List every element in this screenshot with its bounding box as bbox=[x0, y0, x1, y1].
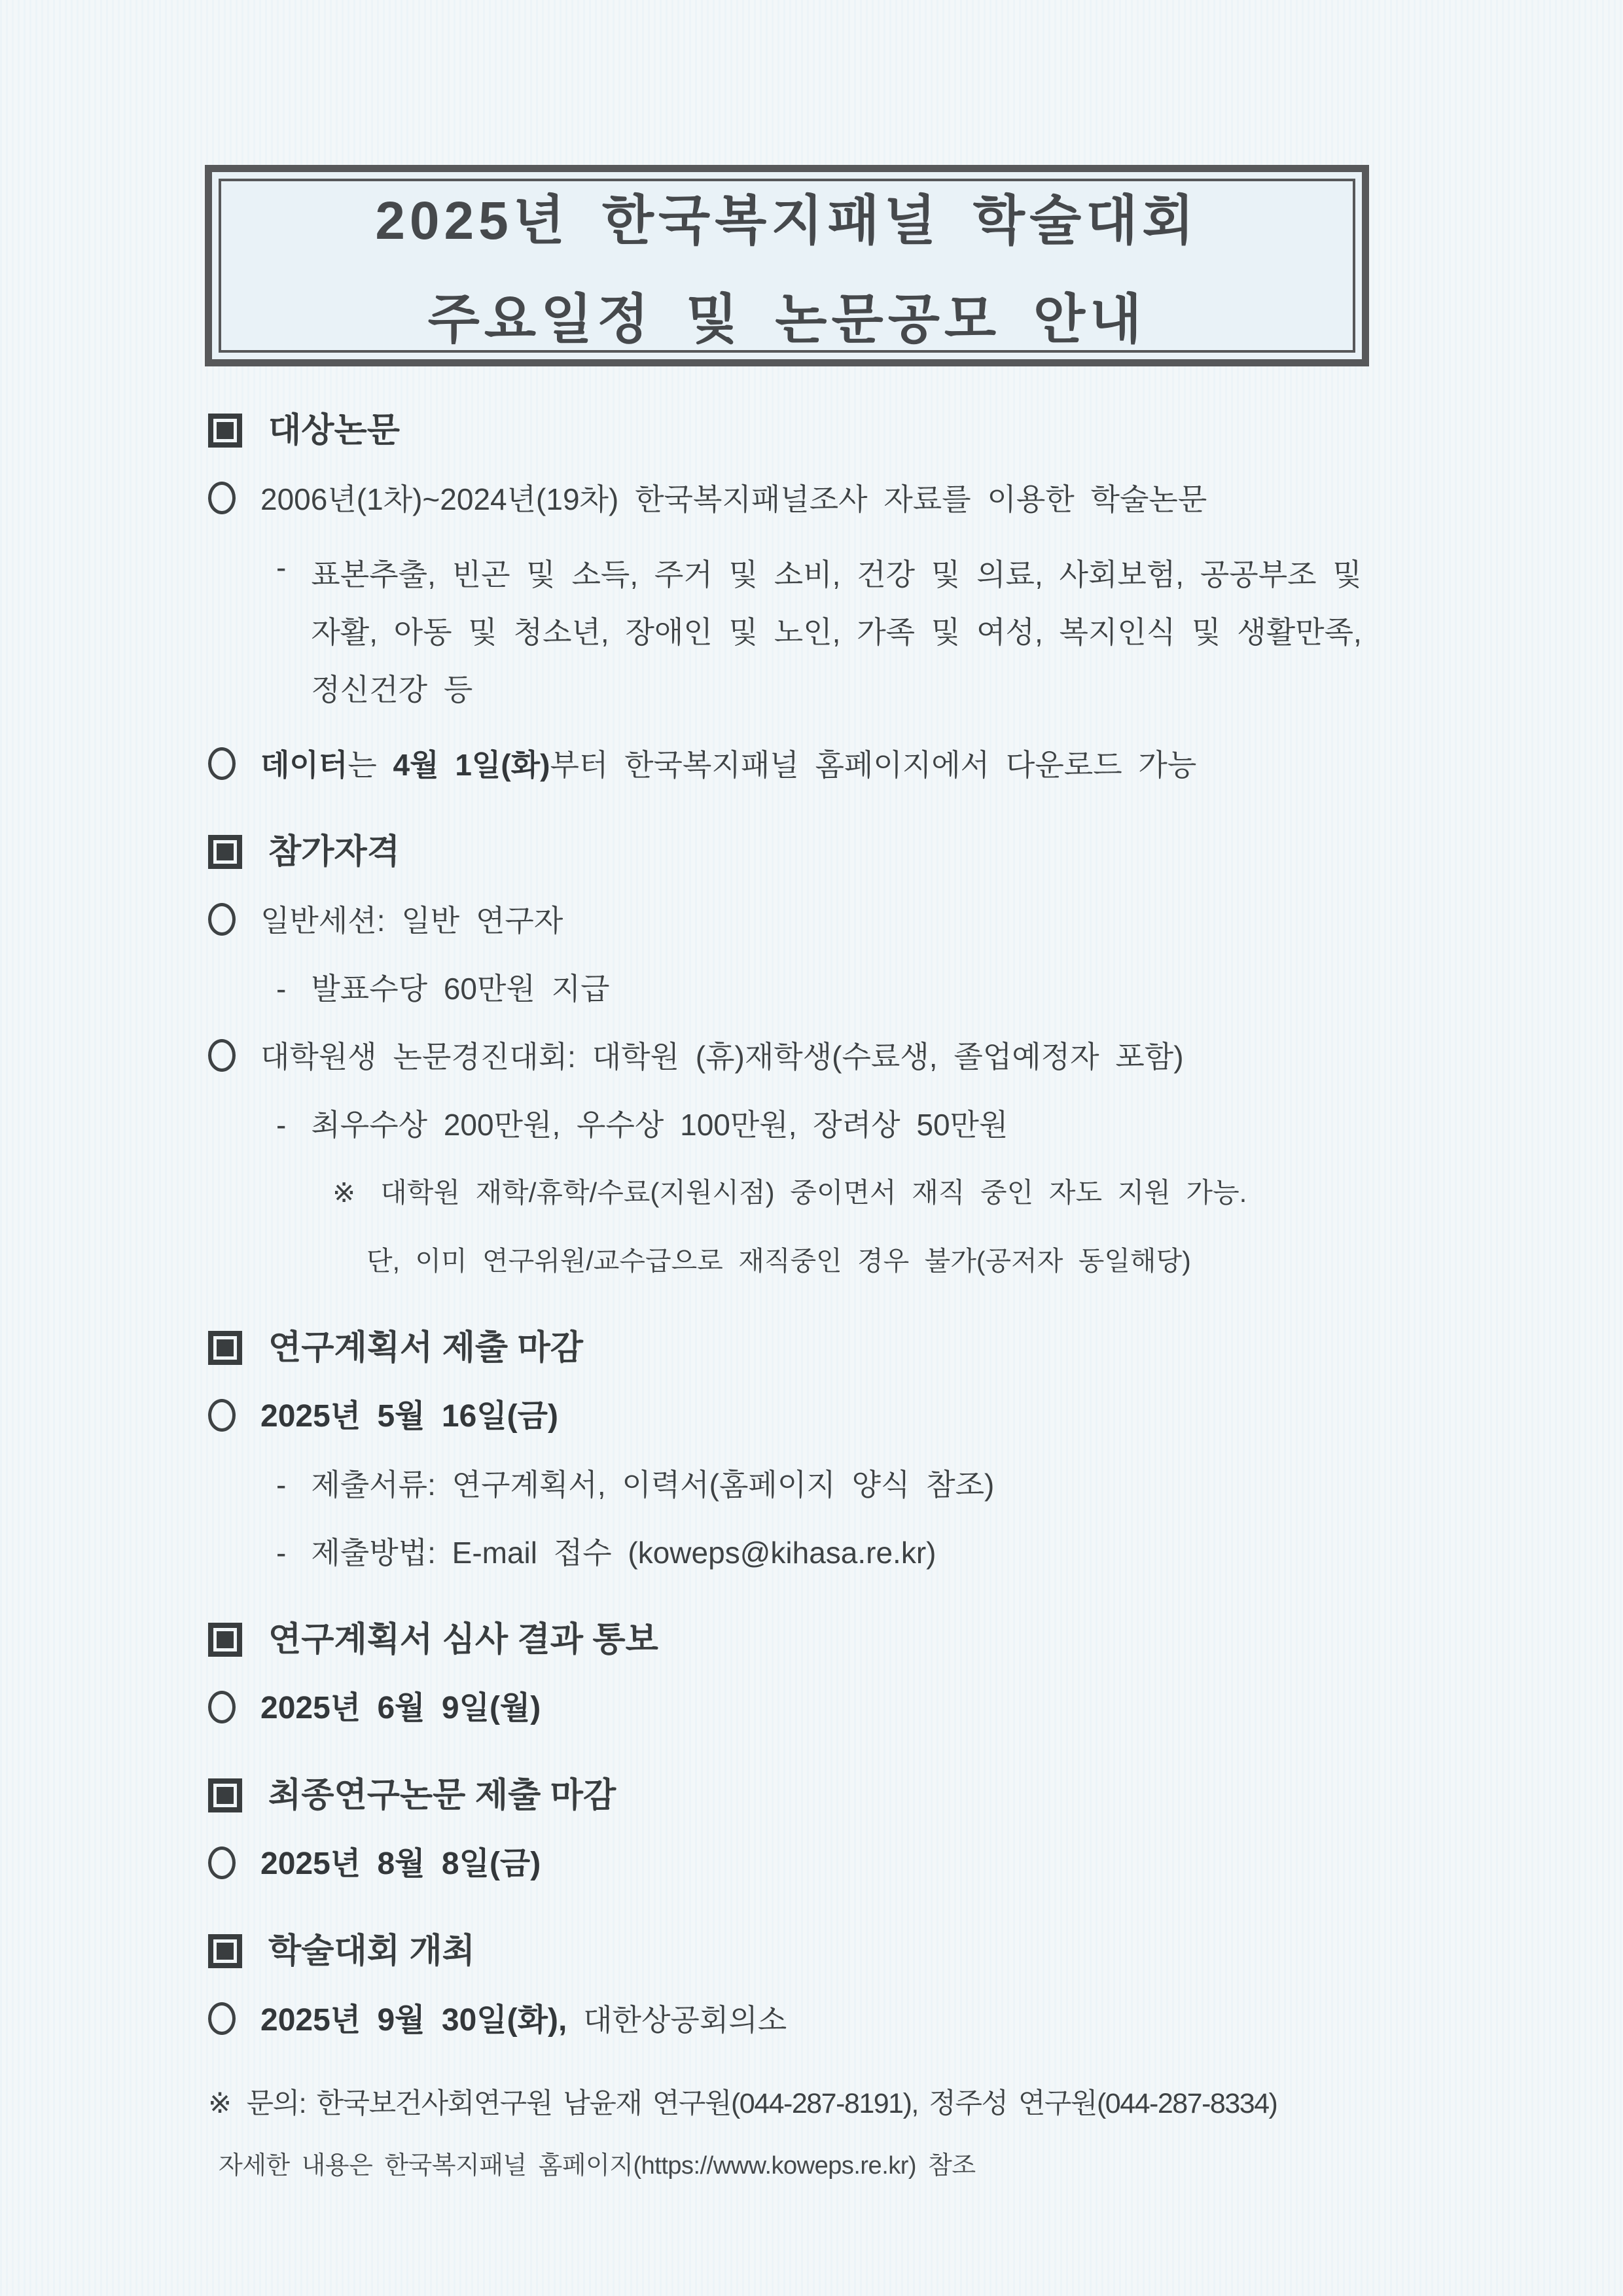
footer-contact-text: 문의: 한국보건사회연구원 남윤재 연구원(044-287-8191), 정주성 연구원(044-287-8334) bbox=[246, 2088, 1277, 2119]
section-heading-label: 참가자격 bbox=[268, 833, 400, 871]
list-item bbox=[208, 899, 1432, 942]
text-run-bold: 4월 1일(화) bbox=[393, 748, 550, 782]
circle-bullet-icon bbox=[208, 1399, 236, 1432]
item-text: 대학원생 논문경진대회: 대학원 (휴)재학생(수료생, 졸업예정자 포함) bbox=[260, 1040, 1184, 1074]
footer-contact-line bbox=[208, 2084, 1432, 2123]
list-item-date bbox=[208, 1395, 1432, 1438]
list-item-note-continuation bbox=[208, 1239, 1432, 1282]
list-item-date-venue bbox=[208, 1998, 1432, 2042]
reference-mark-icon: ※ bbox=[332, 1177, 356, 1208]
list-item bbox=[208, 743, 1432, 786]
item-text: 최우수상 200만원, 우수상 100만원, 장려상 50만원 bbox=[311, 1108, 1008, 1142]
section-heading-label: 최종연구논문 제출 마감 bbox=[268, 1776, 616, 1814]
item-text: 단, 이미 연구위원/교수급으로 재직중인 경우 불가(공저자 동일해당) bbox=[366, 1246, 1191, 1276]
section-heading-label: 연구계획서 심사 결과 통보 bbox=[268, 1621, 658, 1659]
item-text: 일반세션: 일반 연구자 bbox=[260, 904, 563, 938]
circle-bullet-icon bbox=[208, 1039, 236, 1072]
list-item bbox=[208, 478, 1432, 521]
text-run-bold: 2025년 9월 30일(화), bbox=[260, 2003, 567, 2038]
page-title-line1: 2025년 한국복지패널 학술대회 bbox=[375, 191, 1199, 251]
dash-bullet: - bbox=[276, 972, 287, 1006]
circle-bullet-icon bbox=[208, 903, 236, 936]
item-text: 제출서류: 연구계획서, 이력서(홈페이지 양식 참조) bbox=[311, 1468, 995, 1502]
text-run: 부터 한국복지패널 홈페이지에서 다운로드 가능 bbox=[550, 748, 1197, 782]
list-item bbox=[208, 546, 1432, 718]
section-target-papers bbox=[208, 411, 1432, 786]
list-item-date bbox=[208, 1843, 1432, 1886]
list-item-date bbox=[208, 1687, 1432, 1730]
list-item bbox=[208, 1035, 1432, 1078]
square-bullet-icon bbox=[208, 1331, 242, 1365]
item-text-line: 정신건강 등 bbox=[311, 673, 473, 707]
item-text: 2006년(1차)~2024년(19차) 한국복지패널조사 자료를 이용한 학술논문 bbox=[260, 482, 1207, 516]
item-text-line: 자활, 아동 및 청소년, 장애인 및 노인, 가족 및 여성, 복지인식 및 생활만족, bbox=[311, 615, 1362, 649]
square-bullet-icon bbox=[208, 1778, 242, 1812]
item-text: 2025년 6월 9일(월) bbox=[260, 1691, 541, 1725]
item-text bbox=[311, 546, 1361, 718]
section-heading bbox=[208, 1932, 1432, 1971]
section-final-paper-deadline bbox=[208, 1776, 1432, 1886]
document-body bbox=[208, 411, 1432, 2183]
list-item bbox=[208, 1463, 1432, 1506]
square-bullet-icon bbox=[208, 414, 242, 448]
square-bullet-icon bbox=[208, 835, 242, 869]
section-heading-label: 연구계획서 제출 마감 bbox=[268, 1329, 583, 1367]
item-text: 대학원 재학/휴학/수료(지원시점) 중이면서 재직 중인 자도 지원 가능. bbox=[380, 1177, 1247, 1208]
circle-bullet-icon bbox=[208, 747, 236, 780]
section-heading bbox=[208, 1328, 1432, 1368]
footer-detail-line: 자세한 내용은 한국복지패널 홈페이지(https://www.koweps.re.kr) 참조 bbox=[219, 2152, 976, 2180]
dash-bullet: - bbox=[276, 1468, 287, 1502]
section-eligibility bbox=[208, 832, 1432, 1282]
text-run: 대한상공회의소 bbox=[567, 2003, 787, 2037]
circle-bullet-icon bbox=[208, 2002, 236, 2035]
section-heading bbox=[208, 1620, 1432, 1659]
list-item-note bbox=[208, 1171, 1432, 1214]
circle-bullet-icon bbox=[208, 1691, 236, 1723]
section-conference-date bbox=[208, 1932, 1432, 2042]
section-heading-label: 대상논문 bbox=[268, 412, 400, 450]
item-text bbox=[260, 743, 1196, 786]
list-item bbox=[208, 1103, 1432, 1146]
text-run: 는 bbox=[348, 748, 393, 782]
title-box bbox=[205, 165, 1369, 366]
section-heading-label: 학술대회 개최 bbox=[268, 1932, 475, 1970]
square-bullet-icon bbox=[208, 1934, 242, 1968]
dash-bullet: - bbox=[276, 1108, 287, 1142]
section-heading bbox=[208, 1776, 1432, 1815]
circle-bullet-icon bbox=[208, 1846, 236, 1879]
section-proposal-deadline bbox=[208, 1328, 1432, 1574]
item-text-line: 표본추출, 빈곤 및 소득, 주거 및 소비, 건강 및 의료, 사회보험, 공공부조 및 bbox=[311, 557, 1362, 592]
dash-bullet: - bbox=[276, 550, 287, 584]
item-text: 2025년 8월 8일(금) bbox=[260, 1846, 541, 1881]
page-title-line2: 주요일정 및 논문공모 안내 bbox=[427, 290, 1147, 349]
item-text: 제출방법: E-mail 접수 (koweps@kihasa.re.kr) bbox=[311, 1536, 936, 1570]
item-text bbox=[260, 1998, 787, 2042]
section-heading bbox=[208, 832, 1432, 872]
reference-mark-icon: ※ bbox=[208, 2088, 231, 2119]
item-text: 발표수당 60만원 지급 bbox=[311, 972, 610, 1006]
list-item bbox=[208, 967, 1432, 1010]
section-heading bbox=[208, 411, 1432, 450]
circle-bullet-icon bbox=[208, 482, 236, 514]
section-review-notification bbox=[208, 1620, 1432, 1730]
square-bullet-icon bbox=[208, 1623, 242, 1657]
item-text: 2025년 5월 16일(금) bbox=[260, 1399, 558, 1434]
dash-bullet: - bbox=[276, 1536, 287, 1570]
text-run-bold: 데이터 bbox=[260, 748, 348, 782]
list-item bbox=[208, 1531, 1432, 1574]
